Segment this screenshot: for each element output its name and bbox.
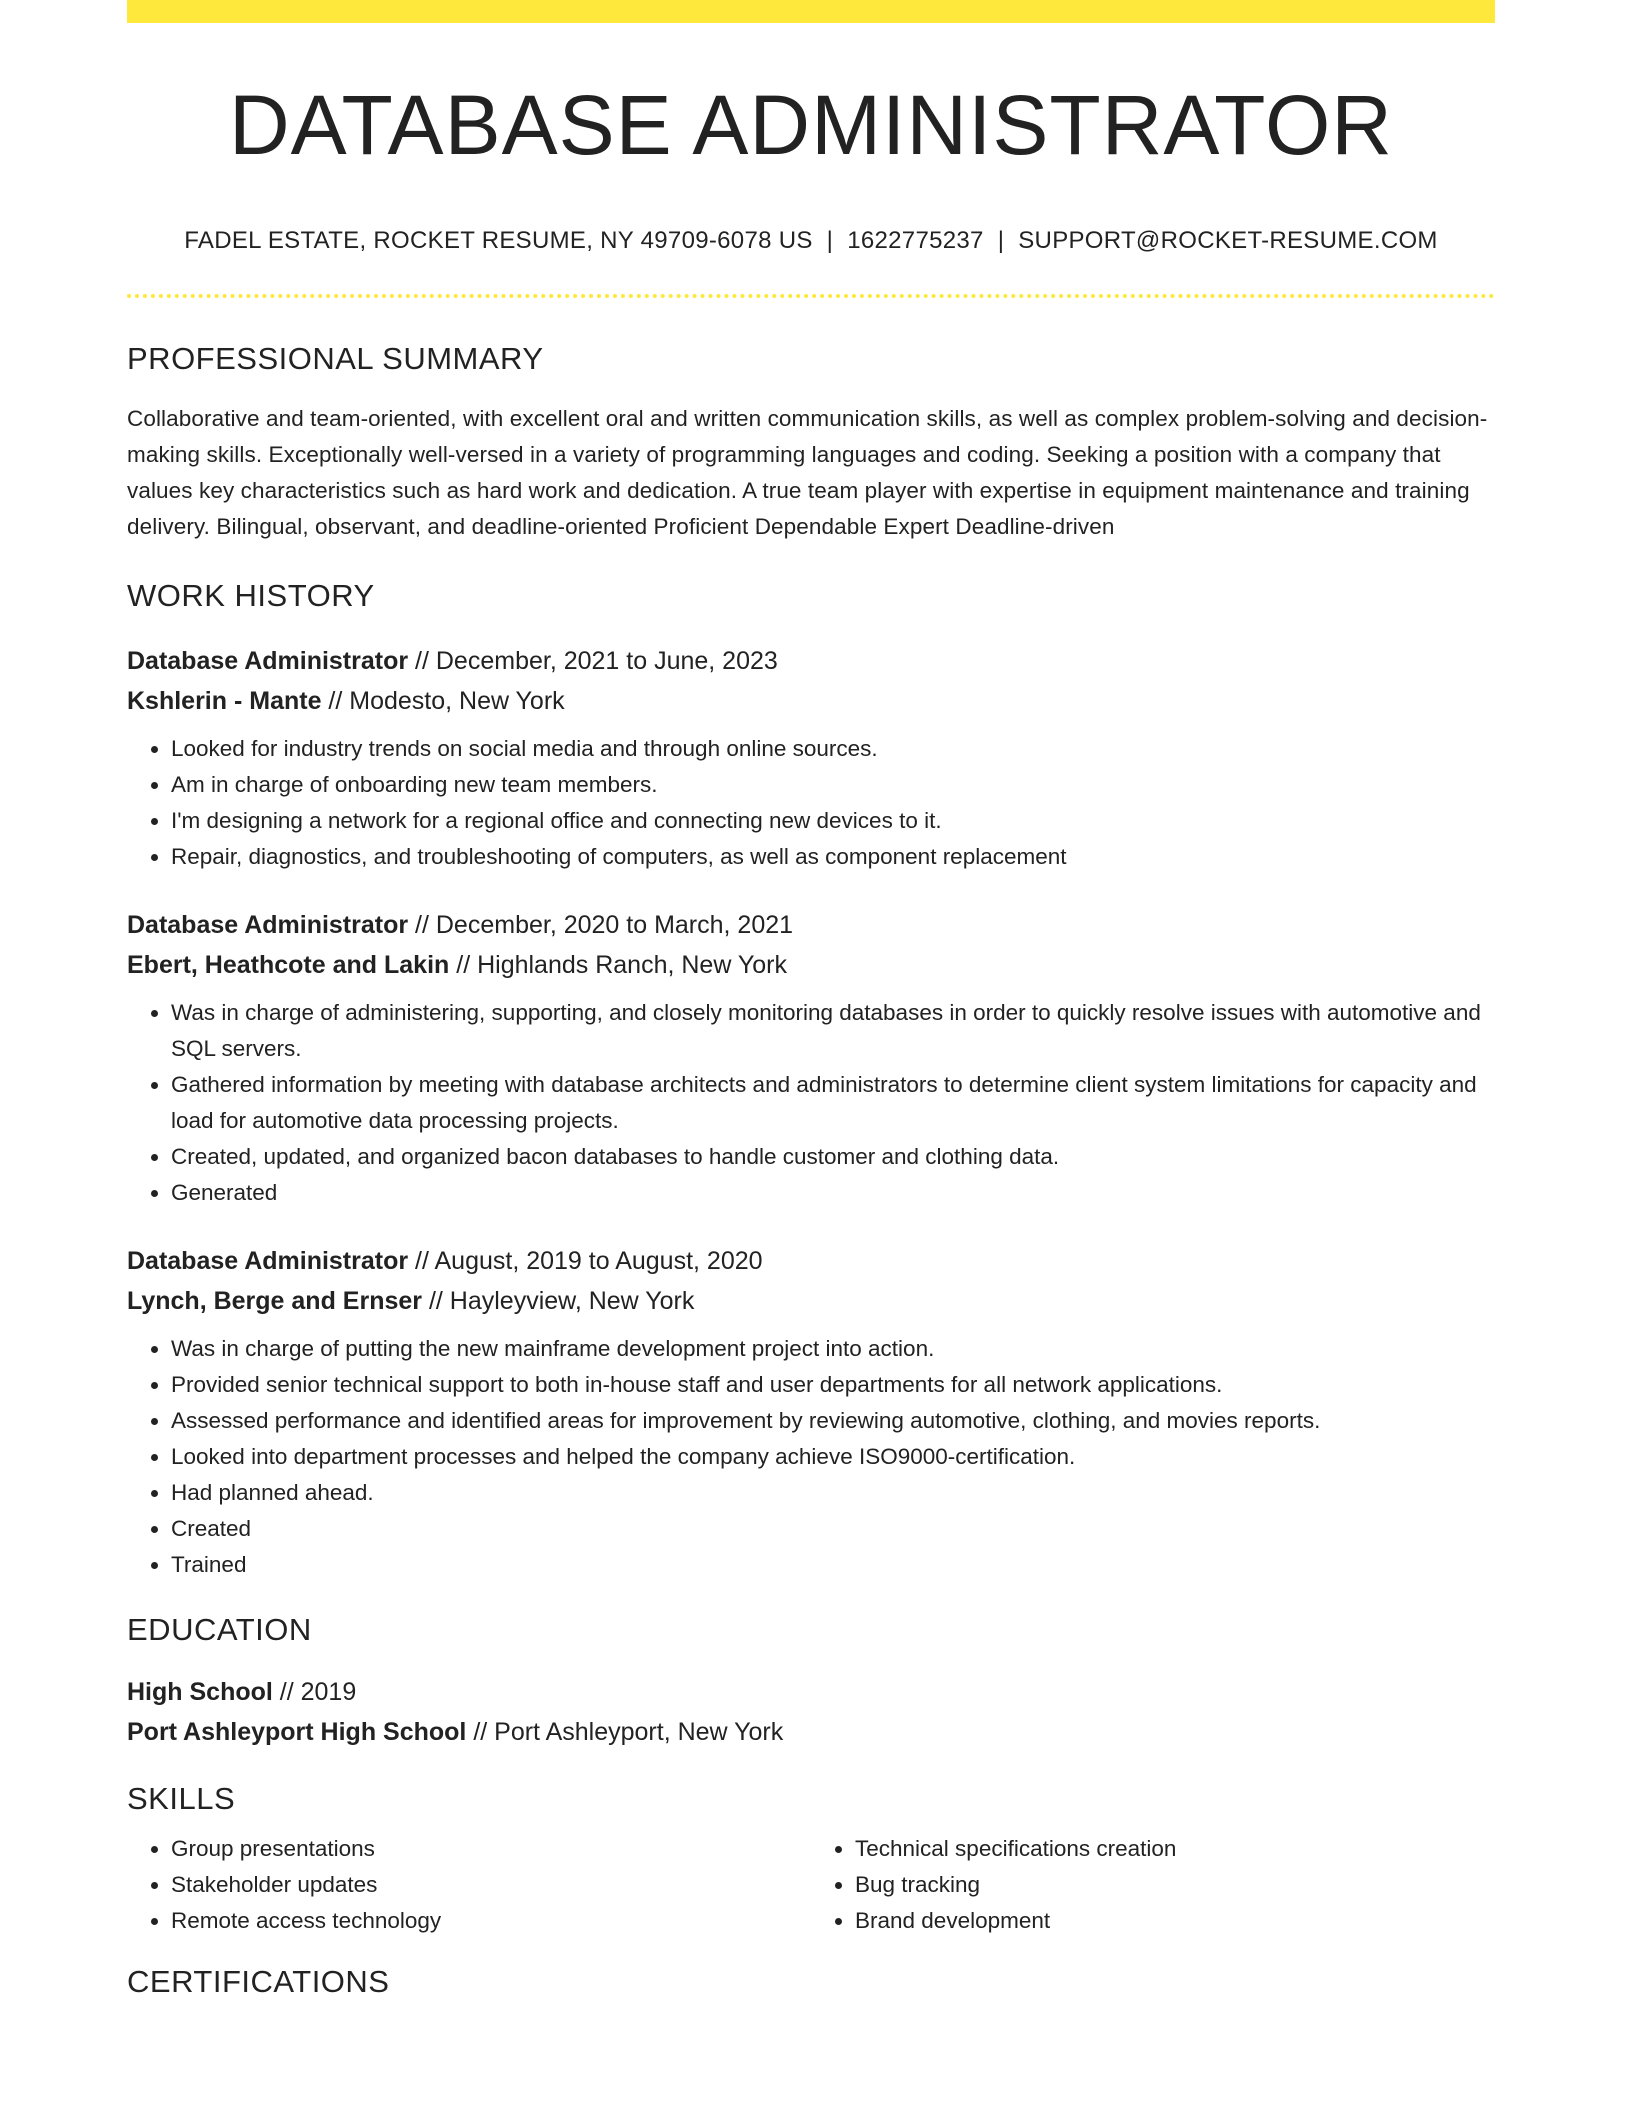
job-bullet: • Was in charge of putting the new mainframe development project into action.: [171, 1331, 1495, 1367]
job-dates: // December, 2020 to March, 2021: [408, 910, 794, 939]
job-bullet: • Assessed performance and identified areas for improvement by reviewing automotive, clothing, and movies reports.: [171, 1403, 1495, 1439]
job-company: Lynch, Berge and Ernser: [127, 1286, 422, 1315]
job-bullet: • Created: [171, 1511, 1495, 1547]
job-bullet: • Gathered information by meeting with database architects and administrators to determine client system limitations for capacity and load for automotive data processing projects.: [171, 1067, 1495, 1139]
job-company-line: [127, 681, 1495, 721]
job-company-line: [127, 945, 1495, 985]
education-degree: High School: [127, 1677, 273, 1706]
summary-text: Collaborative and team-oriented, with excellent oral and written communication skills, as well as complex problem-solving and decision-making skills. Exceptionally well-versed in a variety of programming languages and coding. Seeking a position with a company that values key characteristics such as hard work and dedication. A true team player with expertise in equipment maintenance and training delivery. Bilingual, observant, and deadline-oriented Proficient Dependable Expert Deadline-driven: [127, 406, 1488, 540]
education-year: // 2019: [272, 1677, 357, 1706]
contact-phone[interactable]: 1622775237: [847, 227, 984, 255]
skill-item: • Brand development: [855, 1903, 1495, 1939]
job-dates: // August, 2019 to August, 2020: [408, 1246, 763, 1275]
skill-item: • Bug tracking: [855, 1867, 1495, 1903]
job-bullet: • Repair, diagnostics, and troubleshooting of computers, as well as component replacement: [171, 839, 1495, 875]
job-bullets: [127, 995, 1495, 1211]
job-entry: [127, 641, 1495, 875]
job-bullet: • Generated: [171, 1175, 1495, 1211]
job-company: Kshlerin - Mante: [127, 686, 322, 715]
job-location: // Hayleyview, New York: [422, 1286, 695, 1315]
resume-title: DATABASE ADMINISTRATOR: [229, 78, 1393, 172]
job-bullet: • Provided senior technical support to both in-house staff and user departments for all network applications.: [171, 1367, 1495, 1403]
job-bullet: • Was in charge of administering, supporting, and closely monitoring databases in order to quickly resolve issues with automotive and SQL servers.: [171, 995, 1495, 1067]
skill-item: • Remote access technology: [171, 1903, 811, 1939]
job-entry: [127, 1241, 1495, 1583]
job-role-line: [127, 905, 1495, 945]
job-bullet: • I'm designing a network for a regional office and connecting new devices to it.: [171, 803, 1495, 839]
education-heading: EDUCATION: [127, 1611, 312, 1647]
job-bullet: • Looked into department processes and helped the company achieve ISO9000-certification.: [171, 1439, 1495, 1475]
job-entry: [127, 905, 1495, 1211]
job-role: Database Administrator: [127, 910, 409, 939]
contact-address: FADEL ESTATE, ROCKET RESUME, NY 49709-6078 US: [184, 227, 813, 255]
job-company: Ebert, Heathcote and Lakin: [127, 950, 450, 979]
skills-column-left: [127, 1831, 811, 1939]
skills-list: [127, 1831, 1495, 1939]
job-role-line: [127, 641, 1495, 681]
job-bullets: [127, 1331, 1495, 1583]
contact-separator: |: [997, 227, 1005, 255]
contact-separator: |: [826, 227, 834, 255]
summary-heading: PROFESSIONAL SUMMARY: [127, 341, 544, 377]
dotted-divider: [127, 294, 1495, 298]
job-role-line: [127, 1241, 1495, 1281]
job-location: // Modesto, New York: [321, 686, 565, 715]
skill-item: • Technical specifications creation: [855, 1831, 1495, 1867]
job-bullet: • Am in charge of onboarding new team members.: [171, 767, 1495, 803]
education-school-line: [127, 1712, 1495, 1752]
job-bullets: [127, 731, 1495, 875]
job-dates: // December, 2021 to June, 2023: [408, 646, 778, 675]
job-bullet: • Looked for industry trends on social media and through online sources.: [171, 731, 1495, 767]
skill-item: • Group presentations: [171, 1831, 811, 1867]
job-bullet: • Created, updated, and organized bacon databases to handle customer and clothing data.: [171, 1139, 1495, 1175]
job-location: // Highlands Ranch, New York: [449, 950, 787, 979]
skills-heading: SKILLS: [127, 1780, 236, 1816]
accent-top-bar: [127, 0, 1495, 23]
education-entry: [127, 1672, 1495, 1752]
education-location: // Port Ashleyport, New York: [466, 1717, 784, 1746]
work-history-heading: WORK HISTORY: [127, 578, 375, 614]
skill-item: • Stakeholder updates: [171, 1867, 811, 1903]
skills-column-right: [811, 1831, 1495, 1939]
education-degree-line: [127, 1672, 1495, 1712]
job-company-line: [127, 1281, 1495, 1321]
contact-line: [127, 227, 1495, 256]
certifications-heading: CERTIFICATIONS: [127, 1963, 390, 1999]
education-school: Port Ashleyport High School: [127, 1717, 467, 1746]
job-role: Database Administrator: [127, 1246, 409, 1275]
resume-page: [127, 0, 1495, 2000]
contact-email[interactable]: SUPPORT@ROCKET-RESUME.COM: [1018, 227, 1438, 255]
job-role: Database Administrator: [127, 646, 409, 675]
job-bullet: • Had planned ahead.: [171, 1475, 1495, 1511]
job-bullet: • Trained: [171, 1547, 1495, 1583]
